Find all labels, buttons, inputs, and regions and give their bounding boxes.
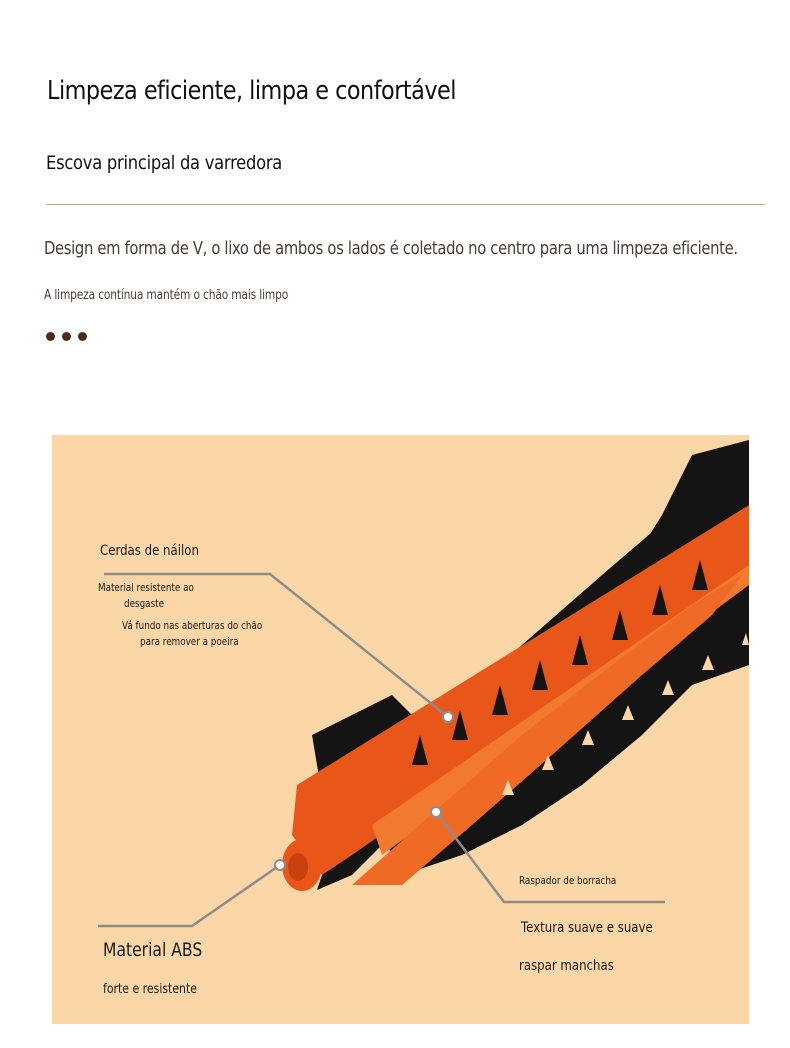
divider [46, 204, 765, 205]
callout-nylon-line4: para remover a poeira [140, 635, 239, 648]
brush-end-cap-inner [288, 853, 308, 881]
page-subtitle: Escova principal da varredora [46, 152, 283, 174]
description-main: Design em forma de V, o lixo de ambos os lados é coletado no centro para uma limpeza eficiente. [44, 238, 738, 259]
callout-abs-title: Material ABS [103, 939, 203, 961]
callout-rubber-line2: raspar manchas [519, 958, 614, 974]
product-illustration-panel [52, 435, 749, 1024]
page-title: Limpeza eficiente, limpa e confortável [47, 76, 456, 106]
callout-nylon-title: Cerdas de náilon [100, 543, 199, 559]
dot-2 [62, 332, 71, 341]
callout-rubber-line1: Textura suave e suave [521, 920, 653, 936]
pagination-dots [46, 332, 87, 341]
dot-3 [78, 332, 87, 341]
callout-nylon-line1: Material resistente ao [98, 581, 194, 594]
callout-dot-rubber [431, 807, 441, 817]
callout-line-abs [98, 865, 280, 926]
callout-nylon-line3: Vá fundo nas aberturas do chão [122, 619, 263, 632]
dot-1 [46, 332, 55, 341]
description-secondary: A limpeza contínua mantém o chão mais limpo [44, 288, 289, 303]
callout-rubber-title: Raspador de borracha [519, 874, 617, 887]
callout-abs-line1: forte e resistente [103, 982, 197, 997]
callout-dot-abs [275, 860, 285, 870]
callout-dot-nylon [443, 712, 453, 722]
callout-nylon-line2: desgaste [124, 597, 165, 610]
